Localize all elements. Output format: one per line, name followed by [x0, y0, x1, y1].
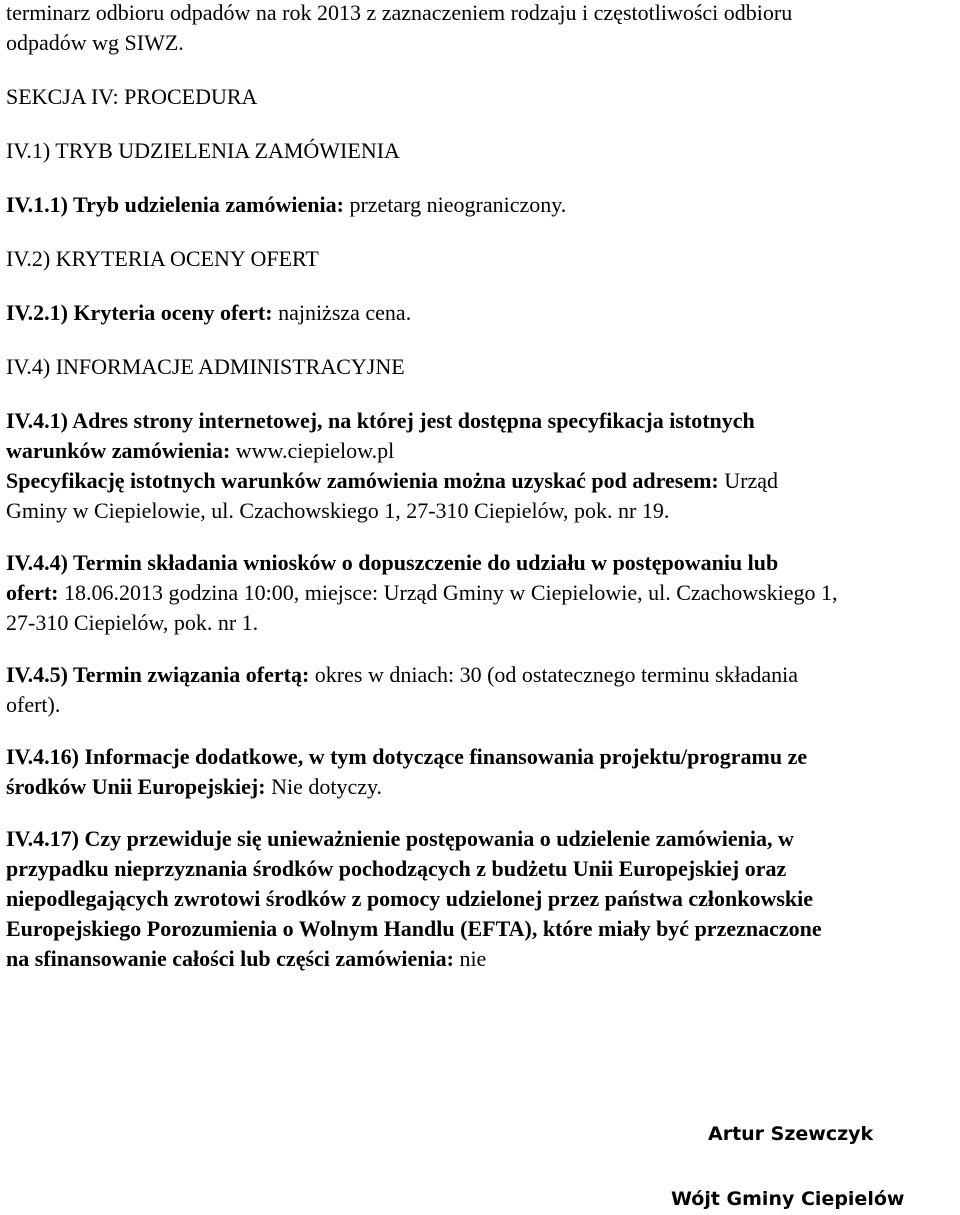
intro-line-2: odpadów wg SIWZ.	[6, 30, 184, 55]
iv2-heading: IV.2) KRYTERIA OCENY OFERT	[6, 246, 319, 271]
iv4-4-label-line-1: IV.4.4) Termin składania wniosków o dopuszczenie do udziału w postępowaniu lub	[6, 550, 779, 575]
iv4-4-label-line-2: ofert:	[6, 580, 59, 605]
iv4-1-item	[6, 406, 946, 526]
iv4-17-label-line-5: na sfinansowanie całości lub części zamówienia:	[6, 946, 454, 971]
iv4-1-spec-value-2: Gminy w Ciepielowie, ul. Czachowskiego 1, 27-310 Ciepielów, pok. nr 19.	[6, 498, 670, 523]
iv4-17-label-line-2: przypadku nieprzyznania środków pochodzących z budżetu Unii Europejskiej oraz	[6, 856, 787, 881]
iv4-5-value-2: ofert).	[6, 692, 61, 717]
iv4-1-spec-label: Specyfikację istotnych warunków zamówienia można uzyskać pod adresem:	[6, 468, 719, 493]
signature-title: Wójt Gminy Ciepielów	[671, 1188, 905, 1210]
iv4-17-value: nie	[453, 946, 487, 971]
iv1-1-item	[6, 190, 946, 220]
iv4-17-label-line-1: IV.4.17) Czy przewiduje się unieważnienie postępowania o udzielenie zamówienia, w	[6, 826, 794, 851]
iv4-4-item	[6, 548, 946, 638]
intro-paragraph	[6, 0, 946, 58]
iv1-heading: IV.1) TRYB UDZIELENIA ZAMÓWIENIA	[6, 138, 400, 163]
iv4-17-label-line-3: niepodlegających zwrotowi środków z pomocy udzielonej przez państwa członkowskie	[6, 886, 814, 911]
iv1-1-label: IV.1.1) Tryb udzielenia zamówienia:	[6, 192, 344, 217]
iv4-16-value: Nie dotyczy.	[265, 774, 383, 799]
iv4-4-value-2: 27-310 Ciepielów, pok. nr 1.	[6, 610, 259, 635]
iv4-16-label-line-1: IV.4.16) Informacje dodatkowe, w tym dotyczące finansowania projektu/programu ze	[6, 744, 808, 769]
section-iv-title: SEKCJA IV: PROCEDURA	[6, 84, 258, 109]
iv4-heading: IV.4) INFORMACJE ADMINISTRACYJNE	[6, 354, 405, 379]
iv4-1-label-line-1: IV.4.1) Adres strony internetowej, na której jest dostępna specyfikacja istotnych	[6, 408, 755, 433]
iv4-5-value-1: okres w dniach: 30 (od ostatecznego terminu składania	[309, 662, 799, 687]
iv2-1-label: IV.2.1) Kryteria oceny ofert:	[6, 300, 273, 325]
signature-name: Artur Szewczyk	[708, 1123, 874, 1145]
iv4-17-label-line-4: Europejskiego Porozumienia o Wolnym Handlu (EFTA), które miały być przeznaczone	[6, 916, 822, 941]
iv4-1-spec-value-1: Urząd	[718, 468, 778, 493]
iv1-1-value: przetarg nieograniczony.	[343, 192, 567, 217]
iv4-17-item	[6, 824, 946, 974]
iv4-16-label-line-2: środków Unii Europejskiej:	[6, 774, 266, 799]
iv4-16-item	[6, 742, 946, 802]
intro-line-1: terminarz odbioru odpadów na rok 2013 z zaznaczeniem rodzaju i częstotliwości odbioru	[6, 0, 793, 25]
iv4-4-value-1: 18.06.2013 godzina 10:00, miejsce: Urząd Gminy w Ciepielowie, ul. Czachowskiego 1,	[58, 580, 838, 605]
iv4-5-item	[6, 660, 946, 720]
iv4-1-label-line-2: warunków zamówienia:	[6, 438, 231, 463]
iv2-1-item	[6, 298, 946, 328]
iv4-1-url[interactable]: www.ciepielow.pl	[230, 438, 395, 463]
document-page	[6, 0, 946, 974]
iv2-1-value: najniższa cena.	[272, 300, 412, 325]
iv4-5-label: IV.4.5) Termin związania ofertą:	[6, 662, 310, 687]
